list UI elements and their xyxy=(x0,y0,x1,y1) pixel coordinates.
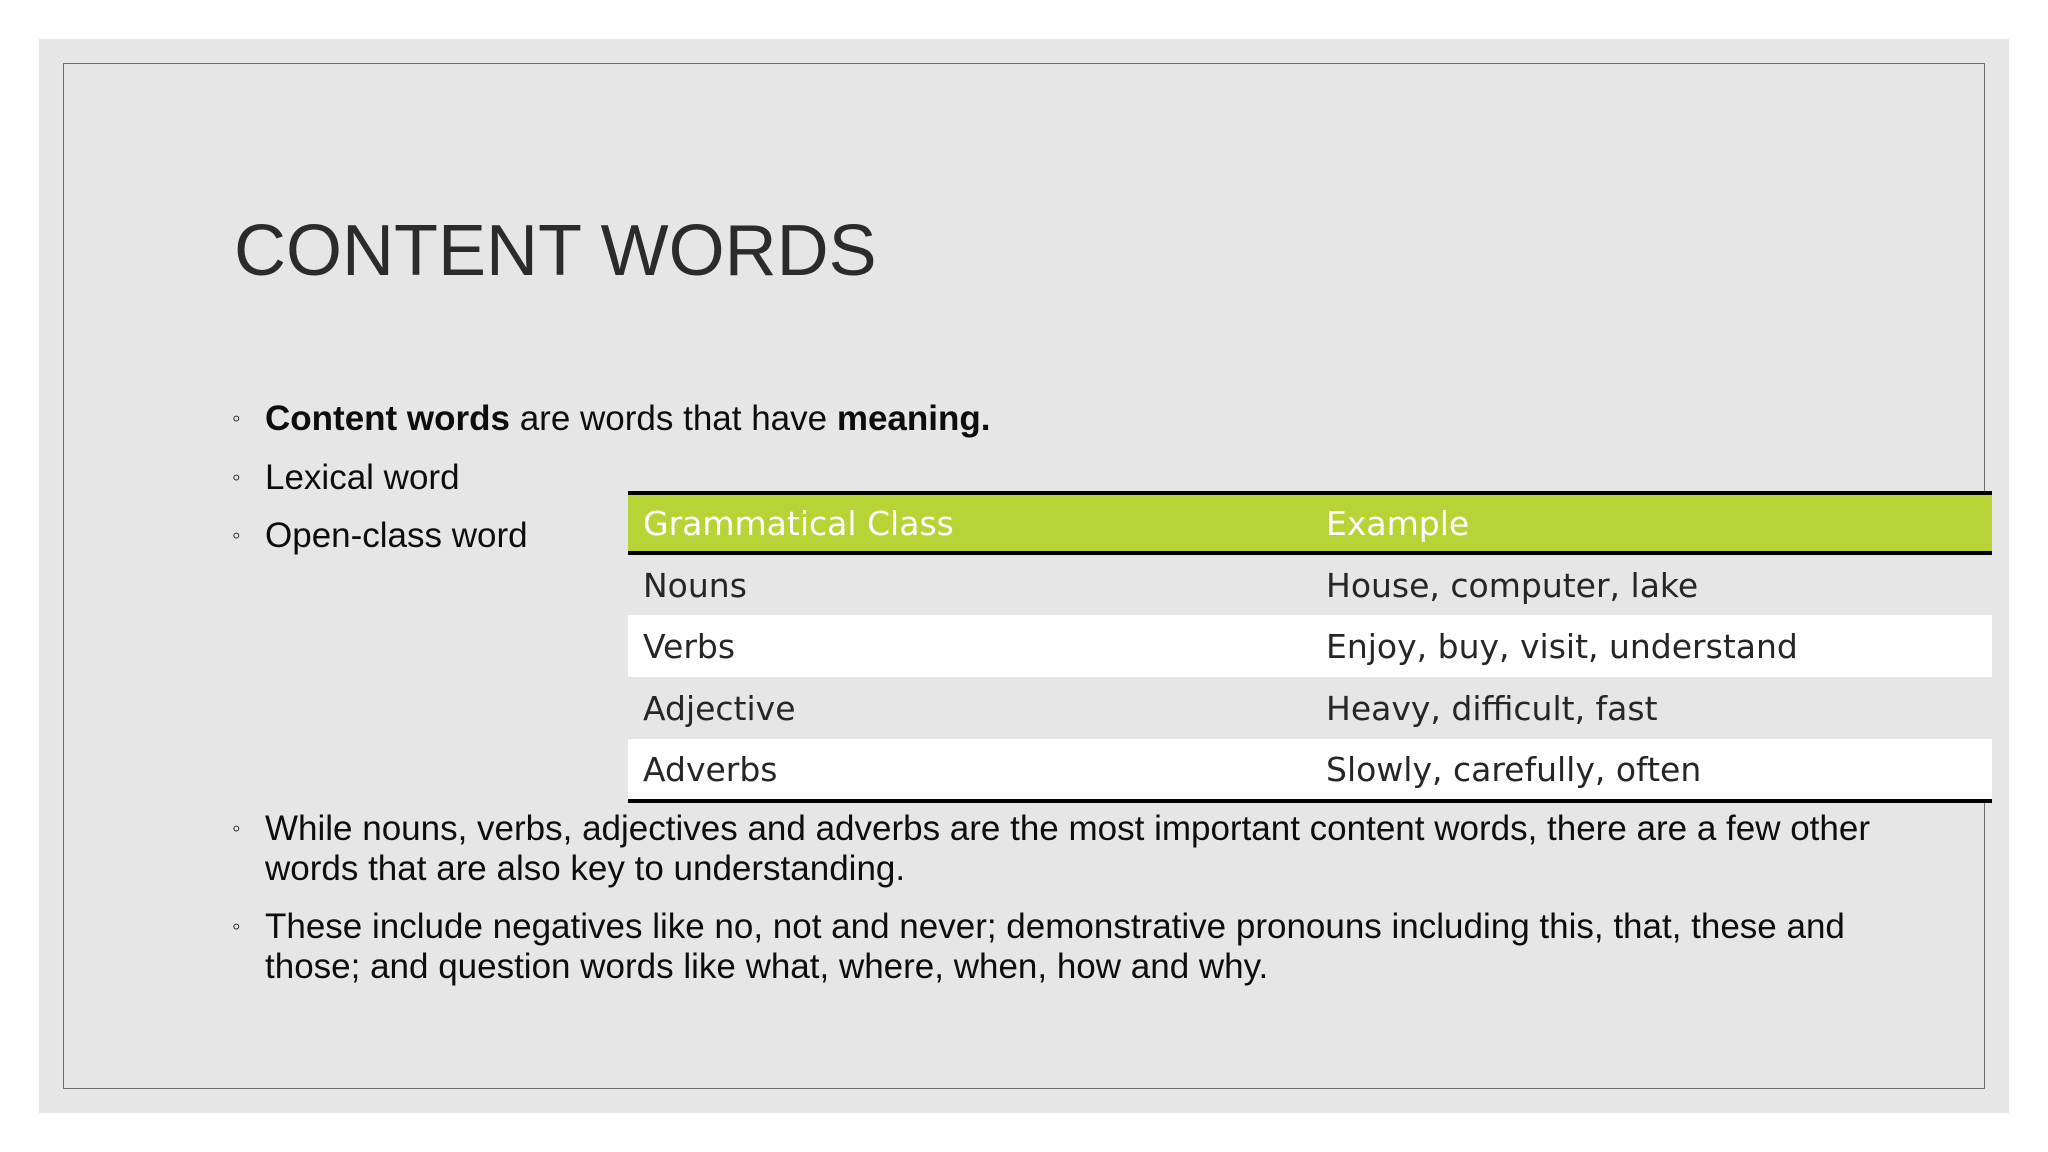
bullet-marker-icon: ◦ xyxy=(232,405,241,432)
table-cell-class: Verbs xyxy=(643,626,736,666)
bullet-text xyxy=(265,399,990,439)
bold-term: meaning. xyxy=(836,399,991,438)
bullet-marker-icon: ◦ xyxy=(232,464,241,491)
slide-title: CONTENT WORDS xyxy=(234,211,877,291)
bullet-text: These include negatives like no, not and never; demonstrative pronouns including this, that, these and those; and question words like what, where, when, how and why. xyxy=(265,907,1845,986)
table-cell-example: House, computer, lake xyxy=(1326,565,1699,605)
table-row xyxy=(628,677,1992,739)
grammatical-class-table xyxy=(628,491,1992,803)
bullet-text: While nouns, verbs, adjectives and adverbs are the most important content words, there are a few other words that are also key to understanding. xyxy=(265,809,1870,888)
bold-term: Content words xyxy=(265,399,510,438)
table-cell-class: Nouns xyxy=(643,565,747,605)
table-cell-class: Adjective xyxy=(643,688,796,728)
bullet-middle-text: are words that have xyxy=(509,399,837,438)
table-row xyxy=(628,553,1992,615)
table-cell-example: Enjoy, buy, visit, understand xyxy=(1326,626,1798,666)
table-row xyxy=(628,739,1992,801)
table-cell-example: Slowly, carefully, often xyxy=(1326,749,1702,789)
table-row xyxy=(628,615,1992,677)
bullet-marker-icon: ◦ xyxy=(232,522,241,549)
table-cell-example: Heavy, difficult, fast xyxy=(1326,688,1658,728)
table-header-cell: Grammatical Class xyxy=(643,503,954,543)
table-cell-class: Adverbs xyxy=(643,749,778,789)
bullet-text: Open-class word xyxy=(265,516,528,555)
bullet-marker-icon: ◦ xyxy=(232,913,241,940)
table-header-row xyxy=(628,493,1992,553)
bullet-text: Lexical word xyxy=(265,458,460,497)
table-header-cell: Example xyxy=(1326,503,1470,543)
slide xyxy=(39,39,2009,1113)
bullet-marker-icon: ◦ xyxy=(232,815,241,842)
